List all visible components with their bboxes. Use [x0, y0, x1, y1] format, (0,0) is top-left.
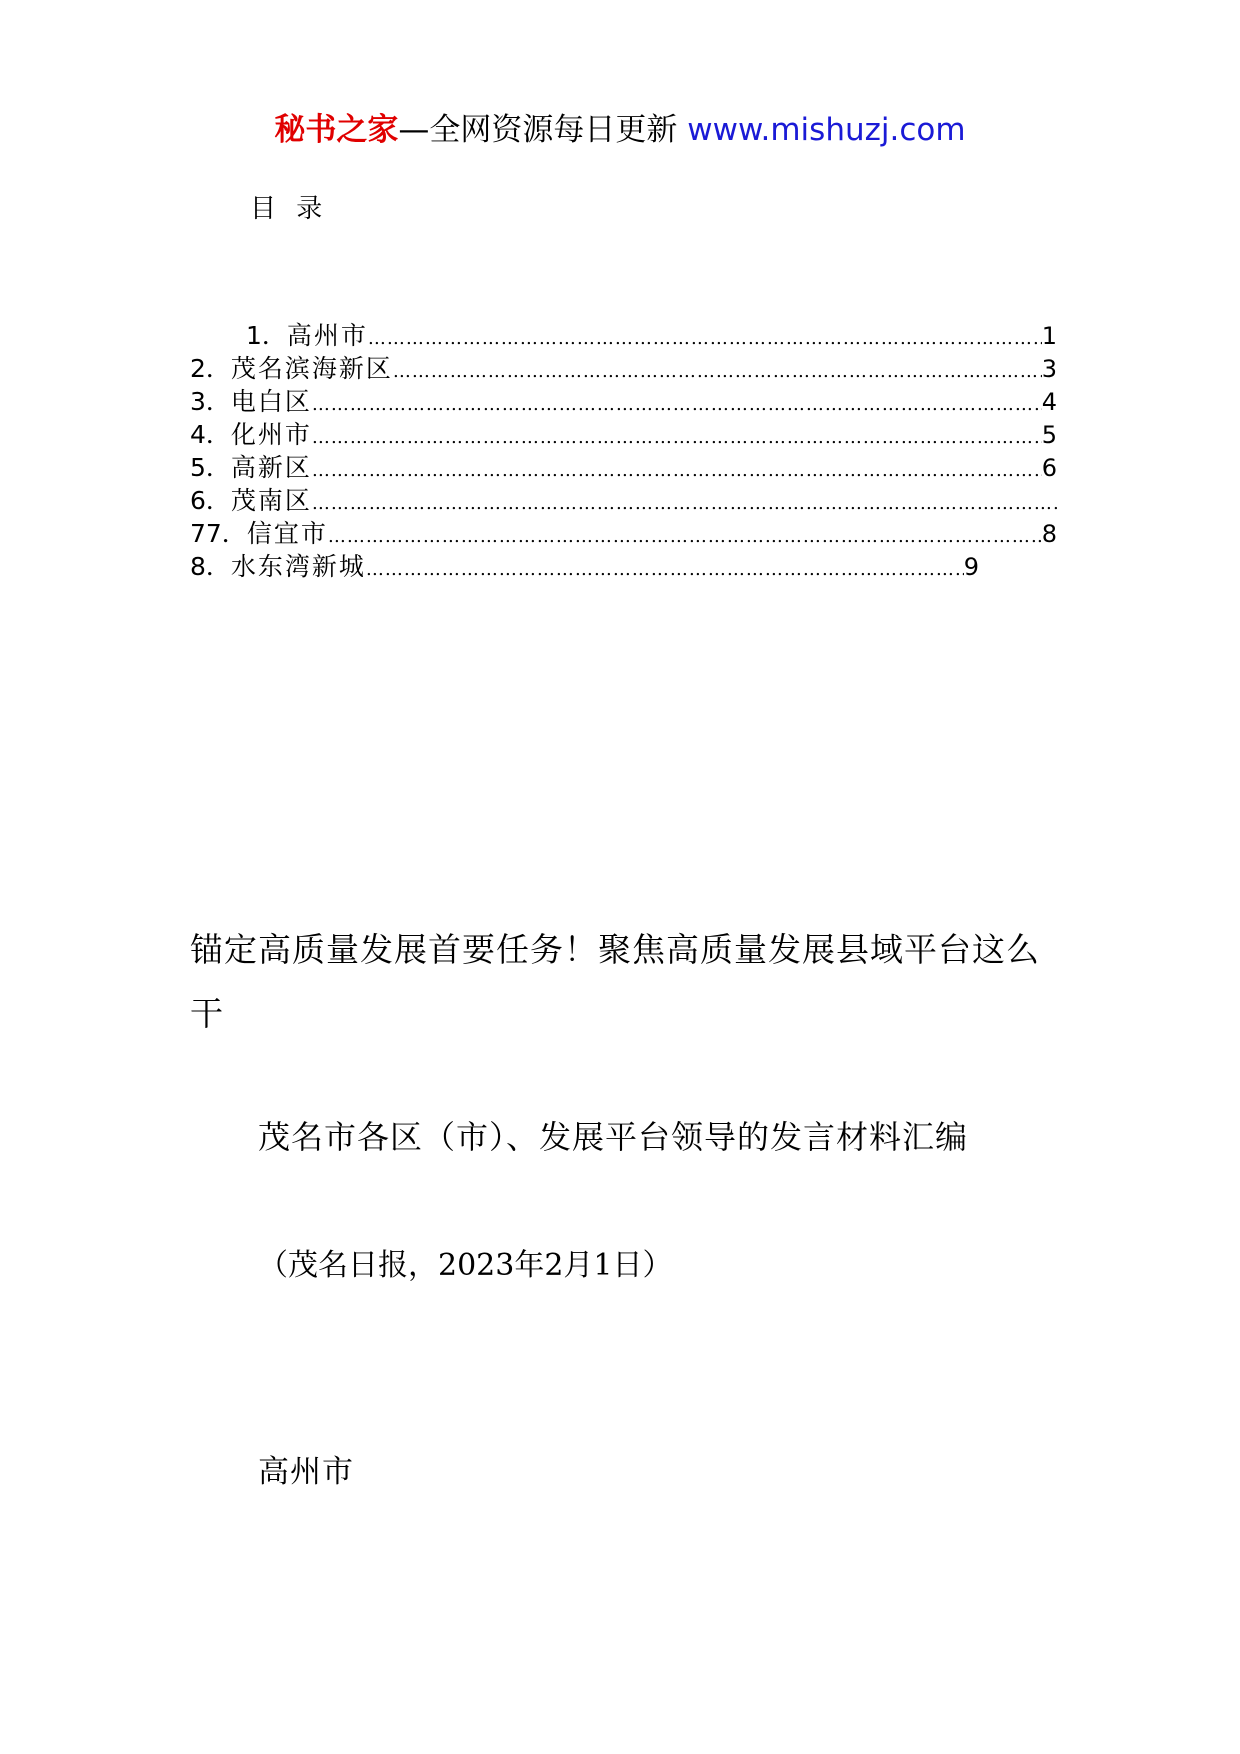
toc-leader-dots — [312, 427, 1042, 448]
toc-leader-dots — [312, 394, 1042, 415]
toc-item-7[interactable] — [190, 514, 1057, 546]
header-url-link[interactable]: www.mishuzj.com — [687, 112, 966, 148]
header-slogan: —全网资源每日更新 — [398, 112, 688, 148]
toc-item-number: 77． — [190, 519, 247, 548]
toc-leader-dots — [312, 460, 1042, 481]
toc-item-number: 2． — [190, 354, 231, 383]
toc-leader-dots — [366, 559, 964, 580]
toc-item-label: 茂名滨海新区 — [230, 354, 393, 383]
document-subtitle: 茂名市各区（市）、发展平台领导的发言材料汇编 — [258, 1118, 969, 1156]
toc-item-page: 1 — [1041, 322, 1057, 350]
toc-item-page: 3 — [1041, 355, 1057, 383]
page-header — [0, 104, 1240, 149]
toc-item-label: 高州市 — [286, 321, 368, 350]
toc-item-number: 8． — [190, 552, 231, 581]
toc-item-4[interactable] — [190, 415, 1057, 447]
toc-leader-dots — [328, 526, 1042, 547]
toc-item-number: 3． — [190, 387, 231, 416]
toc-leader-dots — [393, 361, 1042, 382]
toc-item-number: 4． — [190, 420, 231, 449]
toc-title: 目 录 — [250, 194, 329, 224]
toc-item-label: 化州市 — [230, 420, 312, 449]
toc-item-6[interactable] — [190, 481, 1057, 513]
section-heading: 高州市 — [258, 1454, 354, 1490]
toc-item-label: 电白区 — [230, 387, 312, 416]
source-citation: （茂名日报，2023年2月1日） — [258, 1248, 673, 1283]
toc-item-number: 6． — [190, 486, 231, 515]
toc-item-page: 6 — [1041, 454, 1057, 482]
toc-leader-dots — [312, 493, 1057, 514]
toc-item-page: 9 — [963, 553, 979, 581]
toc-item-number: 5． — [190, 453, 231, 482]
toc-item-page: 8 — [1041, 520, 1057, 548]
toc-item-8[interactable] — [190, 547, 979, 579]
toc-item-1[interactable] — [246, 316, 1057, 348]
toc-item-page: 5 — [1041, 421, 1057, 449]
toc-item-3[interactable] — [190, 382, 1057, 414]
toc-item-label: 茂南区 — [230, 486, 312, 515]
toc-leader-dots — [368, 328, 1042, 349]
main-title: 锚定高质量发展首要任务！聚焦高质量发展县域平台这么干 — [190, 930, 1040, 1033]
toc-item-label: 信宜市 — [246, 519, 328, 548]
toc-item-page: 4 — [1041, 388, 1057, 416]
toc-item-5[interactable] — [190, 448, 1057, 480]
toc-item-number: 1． — [246, 321, 287, 350]
brand-name: 秘书之家 — [274, 112, 399, 148]
toc-item-label: 水东湾新城 — [230, 552, 366, 581]
toc-item-2[interactable] — [190, 349, 1057, 381]
toc-item-label: 高新区 — [230, 453, 312, 482]
